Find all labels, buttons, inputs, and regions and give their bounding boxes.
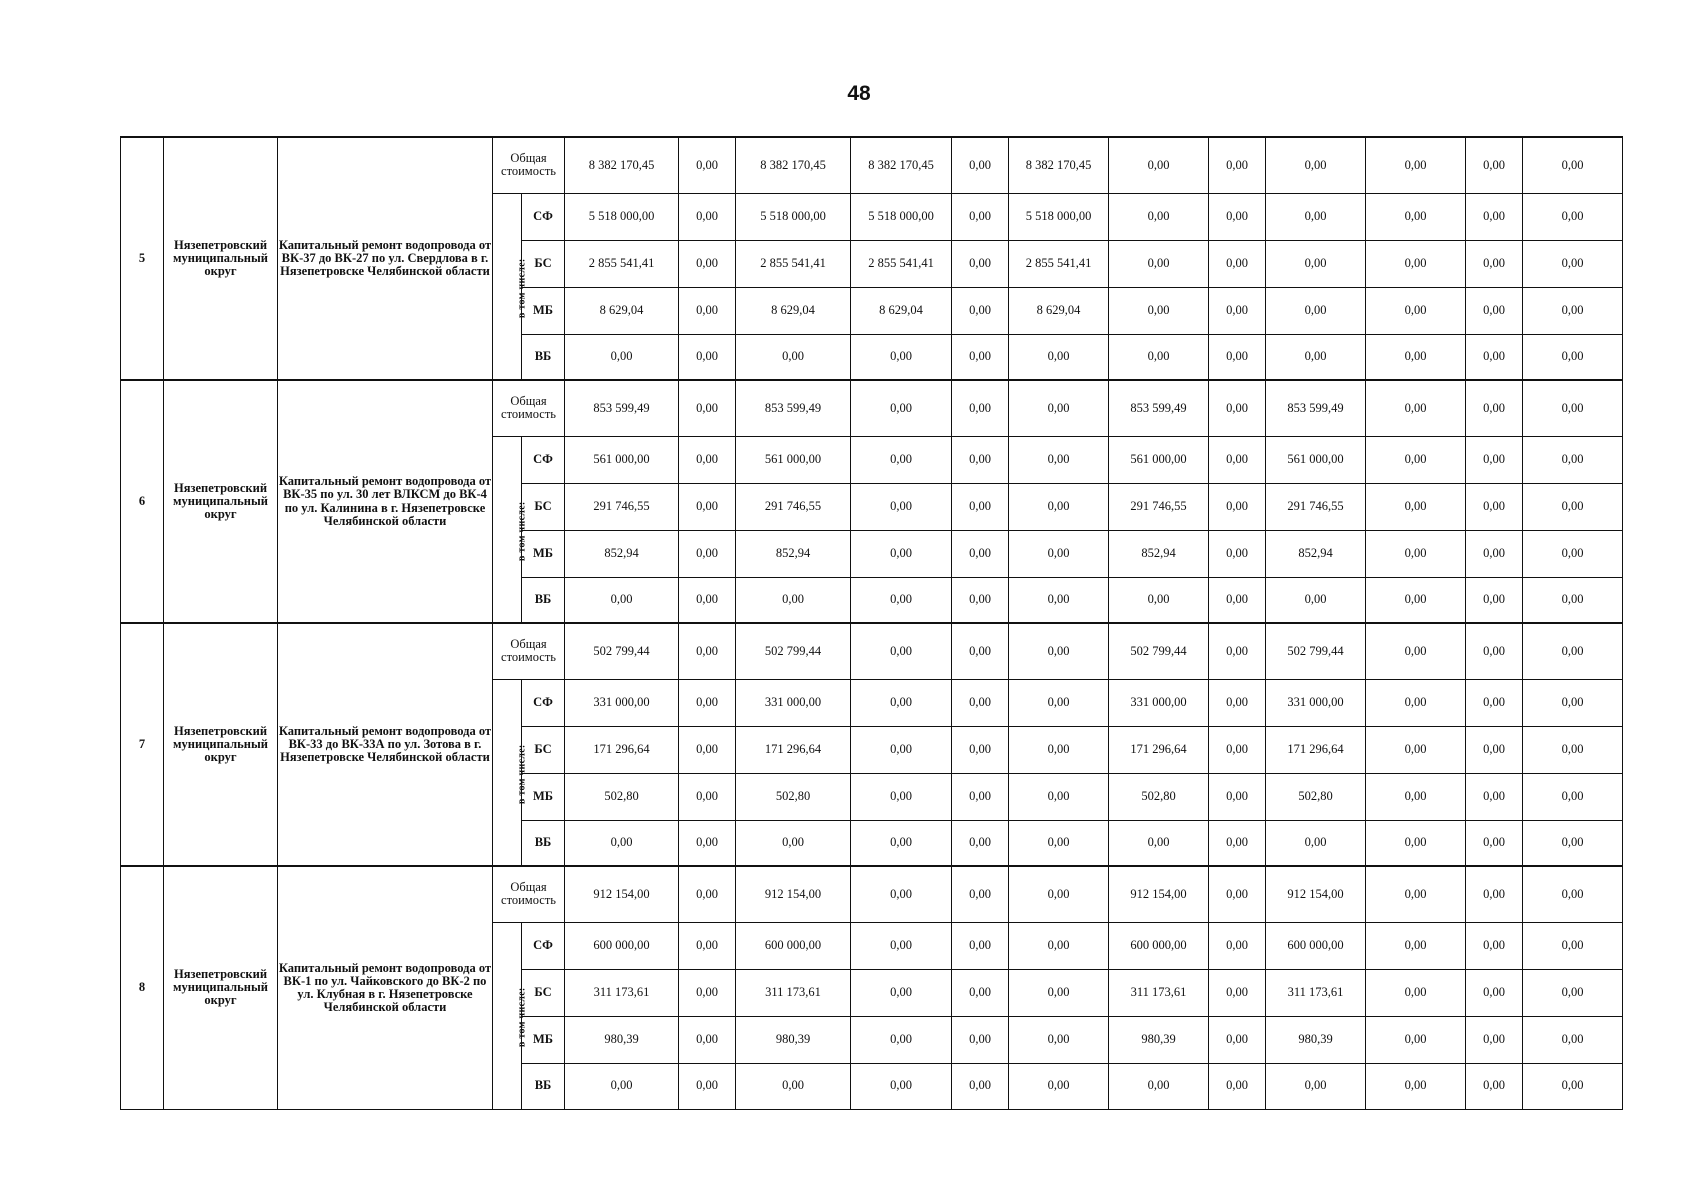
amount-cell: 0,00 [1266, 820, 1366, 866]
amount-cell: 0,00 [1523, 436, 1623, 483]
amount-cell: 0,00 [1209, 820, 1266, 866]
funding-code: БС [522, 240, 565, 287]
table-row-total [121, 137, 1623, 193]
amount-cell: 0,00 [1466, 240, 1523, 287]
amount-cell: 0,00 [1366, 137, 1466, 193]
amount-cell: 0,00 [565, 1063, 679, 1109]
table-row-total [121, 866, 1623, 922]
amount-cell: 0,00 [1009, 773, 1109, 820]
amount-cell: 912 154,00 [1109, 866, 1209, 922]
amount-cell: 0,00 [952, 577, 1009, 623]
row-number: 6 [121, 380, 164, 623]
amount-cell: 0,00 [565, 577, 679, 623]
amount-cell: 0,00 [679, 679, 736, 726]
amount-cell: 8 629,04 [851, 287, 952, 334]
amount-cell: 600 000,00 [565, 922, 679, 969]
amount-cell: 0,00 [851, 577, 952, 623]
amount-cell: 0,00 [1523, 1063, 1623, 1109]
amount-cell: 0,00 [679, 436, 736, 483]
amount-cell: 0,00 [952, 820, 1009, 866]
amount-cell: 0,00 [1466, 679, 1523, 726]
amount-cell: 0,00 [1009, 820, 1109, 866]
subgroup-label [493, 193, 528, 380]
amount-cell: 0,00 [1523, 334, 1623, 380]
amount-cell: 0,00 [736, 1063, 851, 1109]
amount-cell: 0,00 [1466, 530, 1523, 577]
amount-cell: 502 799,44 [736, 623, 851, 679]
amount-cell: 0,00 [736, 577, 851, 623]
amount-cell: 0,00 [1209, 1063, 1266, 1109]
funding-code: БС [522, 483, 565, 530]
amount-cell: 0,00 [679, 820, 736, 866]
amount-cell: 600 000,00 [1266, 922, 1366, 969]
amount-cell: 0,00 [1523, 679, 1623, 726]
amount-cell: 0,00 [952, 773, 1009, 820]
amount-cell: 0,00 [952, 137, 1009, 193]
amount-cell: 0,00 [1466, 773, 1523, 820]
funding-code: ВБ [522, 577, 565, 623]
amount-cell: 0,00 [952, 969, 1009, 1016]
amount-cell: 8 629,04 [736, 287, 851, 334]
amount-cell: 0,00 [1009, 623, 1109, 679]
amount-cell: 0,00 [1009, 334, 1109, 380]
amount-cell: 0,00 [1523, 969, 1623, 1016]
funding-code: БС [522, 726, 565, 773]
amount-cell: 2 855 541,41 [565, 240, 679, 287]
amount-cell: 0,00 [679, 530, 736, 577]
amount-cell: 0,00 [851, 679, 952, 726]
amount-cell: 0,00 [1466, 820, 1523, 866]
amount-cell: 0,00 [1366, 436, 1466, 483]
amount-cell: 311 173,61 [736, 969, 851, 1016]
amount-cell: 980,39 [1266, 1016, 1366, 1063]
amount-cell: 502,80 [1109, 773, 1209, 820]
project-description: Капитальный ремонт водопровода от ВК-37 до ВК-27 по ул. Свердлова в г. Нязепетровске Челябинской области [278, 137, 493, 380]
amount-cell: 0,00 [952, 726, 1009, 773]
amount-cell: 0,00 [736, 820, 851, 866]
amount-cell: 0,00 [1009, 969, 1109, 1016]
amount-cell: 0,00 [1466, 623, 1523, 679]
page-number: 48 [847, 82, 871, 105]
amount-cell: 5 518 000,00 [851, 193, 952, 240]
subgroup-label-text: в том числе: [516, 987, 528, 1047]
amount-cell: 0,00 [1209, 436, 1266, 483]
amount-cell: 0,00 [1466, 866, 1523, 922]
amount-cell: 291 746,55 [1266, 483, 1366, 530]
amount-cell: 0,00 [1009, 922, 1109, 969]
amount-cell: 2 855 541,41 [851, 240, 952, 287]
amount-cell: 171 296,64 [1266, 726, 1366, 773]
amount-cell: 0,00 [952, 240, 1009, 287]
amount-cell: 0,00 [1366, 820, 1466, 866]
amount-cell: 0,00 [1209, 773, 1266, 820]
amount-cell: 291 746,55 [1109, 483, 1209, 530]
amount-cell: 0,00 [679, 623, 736, 679]
amount-cell: 0,00 [1366, 679, 1466, 726]
amount-cell: 912 154,00 [736, 866, 851, 922]
amount-cell: 8 382 170,45 [565, 137, 679, 193]
funding-code: СФ [522, 436, 565, 483]
amount-cell: 0,00 [1109, 820, 1209, 866]
amount-cell: 8 382 170,45 [1009, 137, 1109, 193]
amount-cell: 0,00 [565, 820, 679, 866]
amount-cell: 0,00 [1109, 287, 1209, 334]
amount-cell: 0,00 [1209, 679, 1266, 726]
row-number: 5 [121, 137, 164, 380]
amount-cell: 502,80 [565, 773, 679, 820]
amount-cell: 291 746,55 [736, 483, 851, 530]
amount-cell: 0,00 [851, 334, 952, 380]
amount-cell: 0,00 [851, 773, 952, 820]
municipality-name: Нязепетровский муниципальный округ [164, 866, 278, 1109]
amount-cell: 853 599,49 [1266, 380, 1366, 436]
amount-cell: 171 296,64 [1109, 726, 1209, 773]
amount-cell: 0,00 [1366, 866, 1466, 922]
amount-cell: 980,39 [736, 1016, 851, 1063]
amount-cell: 2 855 541,41 [1009, 240, 1109, 287]
amount-cell: 0,00 [952, 380, 1009, 436]
amount-cell: 0,00 [1009, 726, 1109, 773]
amount-cell: 0,00 [1009, 1016, 1109, 1063]
amount-cell: 0,00 [952, 287, 1009, 334]
amount-cell: 0,00 [1266, 334, 1366, 380]
total-cost-label: Общая стоимость [493, 866, 565, 922]
amount-cell: 0,00 [565, 334, 679, 380]
amount-cell: 0,00 [1209, 380, 1266, 436]
amount-cell: 561 000,00 [1266, 436, 1366, 483]
amount-cell: 8 382 170,45 [736, 137, 851, 193]
project-description: Капитальный ремонт водопровода от ВК-1 по ул. Чайковского до ВК-2 по ул. Клубная в г. Нязепетровске Челябинской области [278, 866, 493, 1109]
funding-code: МБ [522, 530, 565, 577]
amount-cell: 0,00 [1209, 530, 1266, 577]
municipality-name: Нязепетровский муниципальный округ [164, 137, 278, 380]
subgroup-label [493, 922, 528, 1109]
subgroup-label [493, 436, 528, 623]
amount-cell: 0,00 [1366, 287, 1466, 334]
funding-code: СФ [522, 679, 565, 726]
amount-cell: 0,00 [679, 287, 736, 334]
amount-cell: 0,00 [1523, 866, 1623, 922]
amount-cell: 0,00 [851, 820, 952, 866]
amount-cell: 0,00 [1366, 380, 1466, 436]
amount-cell: 8 629,04 [1009, 287, 1109, 334]
amount-cell: 0,00 [1266, 1063, 1366, 1109]
amount-cell: 5 518 000,00 [736, 193, 851, 240]
amount-cell: 852,94 [1266, 530, 1366, 577]
amount-cell: 0,00 [1466, 969, 1523, 1016]
amount-cell: 5 518 000,00 [565, 193, 679, 240]
amount-cell: 0,00 [1209, 866, 1266, 922]
amount-cell: 853 599,49 [565, 380, 679, 436]
row-number: 7 [121, 623, 164, 866]
funding-code: СФ [522, 922, 565, 969]
amount-cell: 0,00 [1523, 922, 1623, 969]
amount-cell: 311 173,61 [565, 969, 679, 1016]
funding-code: МБ [522, 773, 565, 820]
amount-cell: 0,00 [1523, 1016, 1623, 1063]
amount-cell: 0,00 [1366, 577, 1466, 623]
amount-cell: 0,00 [1366, 922, 1466, 969]
amount-cell: 0,00 [1466, 577, 1523, 623]
amount-cell: 0,00 [679, 866, 736, 922]
amount-cell: 311 173,61 [1109, 969, 1209, 1016]
table-row-total [121, 623, 1623, 679]
amount-cell: 853 599,49 [1109, 380, 1209, 436]
amount-cell: 331 000,00 [1266, 679, 1366, 726]
amount-cell: 0,00 [1366, 483, 1466, 530]
amount-cell: 0,00 [1366, 334, 1466, 380]
amount-cell: 0,00 [1466, 334, 1523, 380]
amount-cell: 561 000,00 [736, 436, 851, 483]
budget-table [120, 136, 1623, 1110]
amount-cell: 0,00 [1523, 240, 1623, 287]
amount-cell: 0,00 [1009, 483, 1109, 530]
amount-cell: 0,00 [1209, 483, 1266, 530]
amount-cell: 0,00 [679, 969, 736, 1016]
amount-cell: 0,00 [1366, 969, 1466, 1016]
subgroup-label [493, 679, 528, 866]
amount-cell: 0,00 [1366, 1016, 1466, 1063]
amount-cell: 0,00 [1466, 380, 1523, 436]
amount-cell: 0,00 [1466, 1016, 1523, 1063]
amount-cell: 0,00 [1266, 240, 1366, 287]
amount-cell: 0,00 [851, 1063, 952, 1109]
amount-cell: 0,00 [1209, 577, 1266, 623]
funding-code: МБ [522, 287, 565, 334]
amount-cell: 0,00 [1266, 193, 1366, 240]
amount-cell: 852,94 [736, 530, 851, 577]
amount-cell: 0,00 [679, 334, 736, 380]
amount-cell: 0,00 [1209, 334, 1266, 380]
amount-cell: 0,00 [851, 726, 952, 773]
amount-cell: 331 000,00 [1109, 679, 1209, 726]
table-row-total [121, 380, 1623, 436]
amount-cell: 0,00 [851, 866, 952, 922]
amount-cell: 502 799,44 [1266, 623, 1366, 679]
amount-cell: 331 000,00 [736, 679, 851, 726]
amount-cell: 561 000,00 [565, 436, 679, 483]
amount-cell: 0,00 [1109, 334, 1209, 380]
amount-cell: 0,00 [1523, 137, 1623, 193]
amount-cell: 0,00 [679, 1063, 736, 1109]
amount-cell: 0,00 [1366, 726, 1466, 773]
amount-cell: 0,00 [1009, 436, 1109, 483]
amount-cell: 0,00 [679, 922, 736, 969]
amount-cell: 852,94 [565, 530, 679, 577]
amount-cell: 0,00 [1466, 922, 1523, 969]
amount-cell: 0,00 [1109, 1063, 1209, 1109]
amount-cell: 561 000,00 [1109, 436, 1209, 483]
funding-code: ВБ [522, 334, 565, 380]
amount-cell: 0,00 [952, 679, 1009, 726]
amount-cell: 0,00 [679, 577, 736, 623]
subgroup-label-text: в том числе: [516, 257, 528, 318]
amount-cell: 0,00 [1109, 137, 1209, 193]
amount-cell: 0,00 [1523, 380, 1623, 436]
amount-cell: 912 154,00 [565, 866, 679, 922]
amount-cell: 0,00 [1266, 577, 1366, 623]
amount-cell: 0,00 [1209, 726, 1266, 773]
amount-cell: 0,00 [1209, 1016, 1266, 1063]
amount-cell: 0,00 [1366, 240, 1466, 287]
project-description: Капитальный ремонт водопровода от ВК-35 по ул. 30 лет ВЛКСМ до ВК-4 по ул. Калинина в г. Нязепетровске Челябинской области [278, 380, 493, 623]
amount-cell: 0,00 [851, 1016, 952, 1063]
amount-cell: 0,00 [851, 623, 952, 679]
amount-cell: 0,00 [1466, 483, 1523, 530]
amount-cell: 0,00 [1523, 530, 1623, 577]
amount-cell: 0,00 [1466, 726, 1523, 773]
amount-cell: 600 000,00 [736, 922, 851, 969]
amount-cell: 0,00 [1209, 193, 1266, 240]
amount-cell: 0,00 [1009, 866, 1109, 922]
amount-cell: 0,00 [1466, 1063, 1523, 1109]
amount-cell: 0,00 [1523, 726, 1623, 773]
funding-code: ВБ [522, 820, 565, 866]
amount-cell: 0,00 [679, 773, 736, 820]
amount-cell: 0,00 [679, 137, 736, 193]
amount-cell: 0,00 [679, 380, 736, 436]
municipality-name: Нязепетровский муниципальный округ [164, 623, 278, 866]
amount-cell: 912 154,00 [1266, 866, 1366, 922]
amount-cell: 0,00 [1466, 436, 1523, 483]
amount-cell: 0,00 [1266, 287, 1366, 334]
amount-cell: 0,00 [1523, 773, 1623, 820]
amount-cell: 291 746,55 [565, 483, 679, 530]
amount-cell: 171 296,64 [565, 726, 679, 773]
municipality-name: Нязепетровский муниципальный округ [164, 380, 278, 623]
amount-cell: 0,00 [1366, 530, 1466, 577]
funding-code: БС [522, 969, 565, 1016]
total-cost-label: Общая стоимость [493, 137, 565, 193]
amount-cell: 0,00 [1009, 380, 1109, 436]
funding-code: МБ [522, 1016, 565, 1063]
amount-cell: 600 000,00 [1109, 922, 1209, 969]
amount-cell: 0,00 [679, 726, 736, 773]
funding-code: ВБ [522, 1063, 565, 1109]
amount-cell: 0,00 [1009, 530, 1109, 577]
amount-cell: 0,00 [1009, 1063, 1109, 1109]
amount-cell: 311 173,61 [1266, 969, 1366, 1016]
total-cost-label: Общая стоимость [493, 380, 565, 436]
amount-cell: 0,00 [1109, 577, 1209, 623]
amount-cell: 0,00 [1209, 922, 1266, 969]
amount-cell: 0,00 [1466, 287, 1523, 334]
amount-cell: 0,00 [851, 969, 952, 1016]
amount-cell: 502,80 [1266, 773, 1366, 820]
amount-cell: 0,00 [851, 530, 952, 577]
amount-cell: 0,00 [1209, 623, 1266, 679]
amount-cell: 2 855 541,41 [736, 240, 851, 287]
amount-cell: 0,00 [851, 436, 952, 483]
amount-cell: 0,00 [1523, 623, 1623, 679]
amount-cell: 8 629,04 [565, 287, 679, 334]
amount-cell: 502,80 [736, 773, 851, 820]
amount-cell: 0,00 [1366, 623, 1466, 679]
amount-cell: 0,00 [952, 623, 1009, 679]
amount-cell: 0,00 [1523, 820, 1623, 866]
amount-cell: 0,00 [952, 1063, 1009, 1109]
amount-cell: 5 518 000,00 [1009, 193, 1109, 240]
amount-cell: 0,00 [851, 380, 952, 436]
total-cost-label: Общая стоимость [493, 623, 565, 679]
amount-cell: 0,00 [851, 922, 952, 969]
amount-cell: 0,00 [1366, 773, 1466, 820]
amount-cell: 0,00 [1523, 193, 1623, 240]
amount-cell: 0,00 [952, 1016, 1009, 1063]
amount-cell: 0,00 [1009, 679, 1109, 726]
amount-cell: 0,00 [952, 530, 1009, 577]
amount-cell: 980,39 [565, 1016, 679, 1063]
amount-cell: 0,00 [1109, 240, 1209, 287]
amount-cell: 0,00 [679, 240, 736, 287]
amount-cell: 0,00 [736, 334, 851, 380]
amount-cell: 0,00 [1209, 969, 1266, 1016]
amount-cell: 0,00 [952, 436, 1009, 483]
amount-cell: 852,94 [1109, 530, 1209, 577]
amount-cell: 0,00 [1209, 240, 1266, 287]
amount-cell: 0,00 [679, 193, 736, 240]
amount-cell: 0,00 [1466, 193, 1523, 240]
amount-cell: 0,00 [1109, 193, 1209, 240]
amount-cell: 0,00 [1209, 137, 1266, 193]
subgroup-label-text: в том числе: [516, 743, 528, 804]
amount-cell: 8 382 170,45 [851, 137, 952, 193]
row-number: 8 [121, 866, 164, 1109]
amount-cell: 0,00 [1523, 577, 1623, 623]
amount-cell: 0,00 [952, 483, 1009, 530]
amount-cell: 853 599,49 [736, 380, 851, 436]
subgroup-label-text: в том числе: [516, 500, 528, 561]
amount-cell: 331 000,00 [565, 679, 679, 726]
amount-cell: 0,00 [952, 193, 1009, 240]
amount-cell: 502 799,44 [1109, 623, 1209, 679]
amount-cell: 0,00 [952, 866, 1009, 922]
amount-cell: 0,00 [851, 483, 952, 530]
amount-cell: 0,00 [1366, 193, 1466, 240]
amount-cell: 0,00 [952, 334, 1009, 380]
amount-cell: 0,00 [1266, 137, 1366, 193]
amount-cell: 0,00 [1466, 137, 1523, 193]
amount-cell: 502 799,44 [565, 623, 679, 679]
amount-cell: 0,00 [1209, 287, 1266, 334]
project-description: Капитальный ремонт водопровода от ВК-33 до ВК-33А по ул. Зотова в г. Нязепетровске Челябинской области [278, 623, 493, 866]
amount-cell: 0,00 [1523, 483, 1623, 530]
amount-cell: 0,00 [1366, 1063, 1466, 1109]
amount-cell: 0,00 [679, 1016, 736, 1063]
funding-code: СФ [522, 193, 565, 240]
amount-cell: 171 296,64 [736, 726, 851, 773]
amount-cell: 980,39 [1109, 1016, 1209, 1063]
amount-cell: 0,00 [952, 922, 1009, 969]
amount-cell: 0,00 [1523, 287, 1623, 334]
amount-cell: 0,00 [1009, 577, 1109, 623]
amount-cell: 0,00 [679, 483, 736, 530]
